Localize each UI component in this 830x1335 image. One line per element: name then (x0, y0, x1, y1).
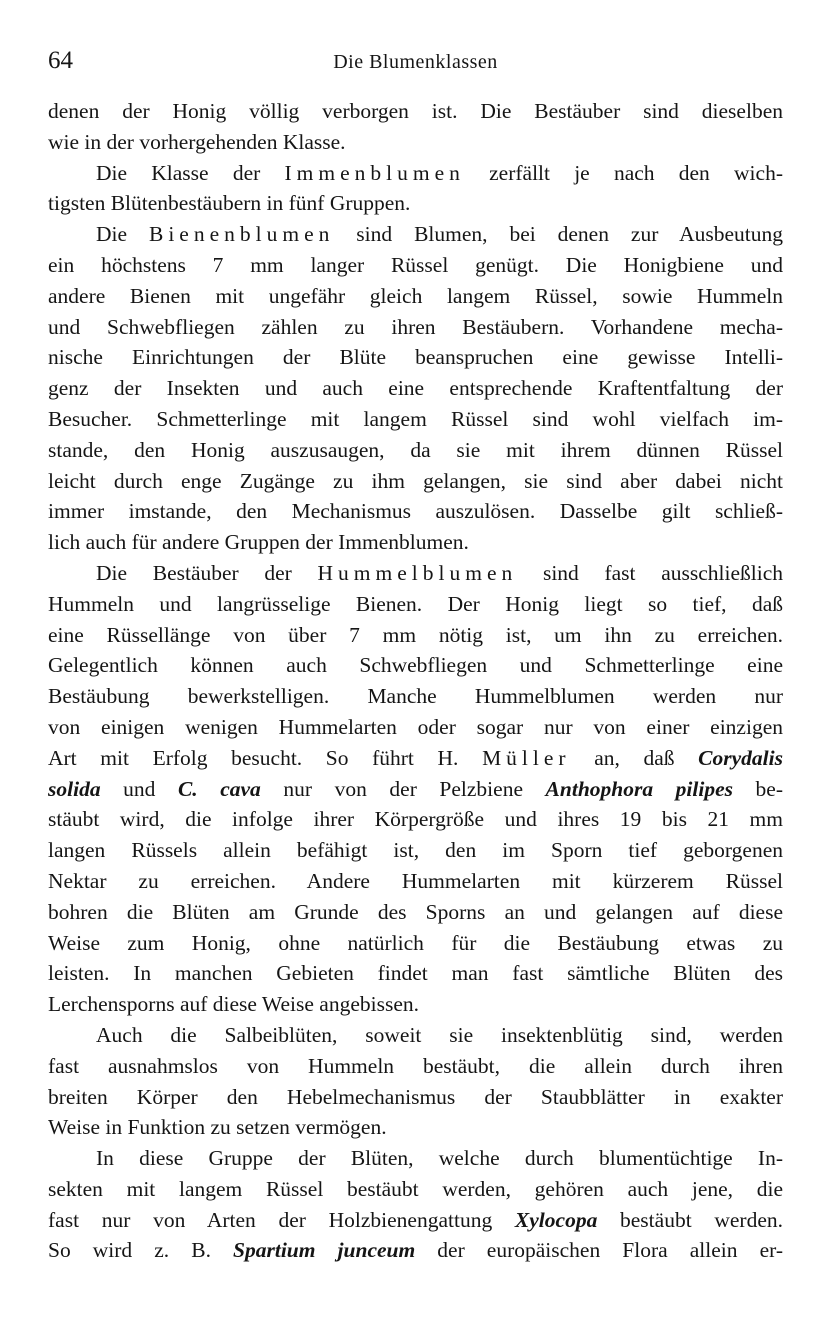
italic-term: Spartium junceum (233, 1238, 416, 1263)
text-line: lich auch für andere Gruppen der Immenblumen. (48, 530, 469, 555)
text-line: nische Einrichtungen der Blüte beanspruchen eine gewisse Intelli- (48, 345, 783, 370)
text-line: ein höchstens 7 mm langer Rüssel genügt. Die Honigbiene und (48, 252, 783, 277)
text-line: sekten mit langem Rüssel bestäubt werden, gehören auch jene, die (48, 1176, 783, 1201)
text-line (48, 1205, 783, 1236)
spaced-term: Immenblumen (284, 160, 465, 185)
text-line (48, 1235, 783, 1266)
text-line: und Schwebfliegen zählen zu ihren Bestäubern. Vorhandene mecha- (48, 314, 783, 339)
page-header (48, 44, 783, 78)
italic-term: Corydalis (698, 745, 783, 770)
text-segment: fast nur von Arten der Holzbienengattung (48, 1207, 515, 1232)
text-line: In diese Gruppe der Blüten, welche durch blumentüchtige In- (96, 1146, 783, 1171)
text-line: Besucher. Schmetterlinge mit langem Rüssel sind wohl vielfach im- (48, 406, 783, 431)
text-line: leicht durch enge Zugänge zu ihm gelangen, sie sind aber dabei nicht (48, 468, 783, 493)
text-line: breiten Körper den Hebelmechanismus der Staubblätter in exakter (48, 1084, 783, 1109)
text-segment: bestäubt werden. (597, 1207, 783, 1232)
text-line: bohren die Blüten am Grunde des Sporns an und gelangen auf diese (48, 899, 783, 924)
text-segment: Die Klasse der (96, 160, 285, 185)
text-line: immer imstande, den Mechanismus auszulösen. Dasselbe gilt schließ- (48, 499, 783, 524)
text-line (48, 219, 783, 250)
spaced-term: Müller (482, 745, 571, 770)
text-line: andere Bienen mit ungefähr gleich langem Rüssel, sowie Hummeln (48, 283, 783, 308)
text-segment: sind Blumen, bei denen zur Ausbeutung (334, 222, 783, 247)
text-line: stäubt wird, die infolge ihrer Körpergröße und ihres 19 bis 21 mm (48, 807, 783, 832)
body-text (48, 96, 783, 1266)
text-line: wie in der vorhergehenden Klasse. (48, 129, 346, 154)
text-segment: an, daß (570, 745, 699, 770)
text-segment: Art mit Erfolg besucht. So führt H. (48, 745, 483, 770)
text-segment: nur von der Pelzbiene (260, 776, 546, 801)
text-line: Weise zum Honig, ohne natürlich für die Bestäubung etwas zu (48, 930, 783, 955)
text-segment: sind fast ausschließlich (517, 560, 783, 585)
text-line: Hummeln und langrüsselige Bienen. Der Honig liegt so tief, daß (48, 591, 783, 616)
text-line: denen der Honig völlig verborgen ist. Die Bestäuber sind dieselben (48, 99, 783, 123)
text-segment: zerfällt je nach den wich- (464, 160, 783, 185)
text-segment: und (100, 776, 178, 801)
text-segment: der europäischen Flora allein er- (415, 1238, 783, 1263)
text-segment: Die (96, 222, 149, 247)
text-line (48, 743, 783, 774)
text-line: Lerchensporns auf diese Weise angebissen. (48, 992, 420, 1017)
text-line: Nektar zu erreichen. Andere Hummelarten mit kürzerem Rüssel (48, 868, 783, 893)
text-line: Auch die Salbeiblüten, soweit sie insektenblütig sind, werden (96, 1022, 783, 1047)
text-segment: Die Bestäuber der (96, 560, 318, 585)
text-line: Gelegentlich können auch Schwebfliegen und Schmetterlinge eine (48, 653, 783, 678)
text-line: fast ausnahmslos von Hummeln bestäubt, die allein durch ihren (48, 1053, 783, 1078)
text-line: Weise in Funktion zu setzen vermögen. (48, 1115, 387, 1140)
italic-term: Xylocopa (514, 1207, 598, 1232)
text-line (48, 558, 783, 589)
text-line (48, 158, 783, 189)
page-number: 64 (48, 47, 73, 74)
text-segment: be- (733, 776, 783, 801)
italic-term: C. cava (177, 776, 261, 801)
italic-term: Anthophora pilipes (545, 776, 733, 801)
text-line: eine Rüssellänge von über 7 mm nötig ist, um ihn zu erreichen. (48, 622, 783, 647)
text-line: genz der Insekten und auch eine entsprechende Kraftentfaltung der (48, 376, 783, 401)
italic-term: solida (48, 776, 101, 801)
text-line: stande, den Honig auszusaugen, da sie mit ihrem dünnen Rüssel (48, 437, 783, 462)
text-line: tigsten Blütenbestäubern in fünf Gruppen. (48, 191, 411, 216)
running-title: Die Blumenklassen (333, 51, 498, 73)
text-line: von einigen wenigen Hummelarten oder sogar nur von einer einzigen (48, 714, 783, 739)
text-segment: So wird z. B. (48, 1238, 234, 1263)
spaced-term: Hummelblumen (317, 560, 518, 585)
text-line: langen Rüssels allein befähigt ist, den im Sporn tief geborgenen (48, 838, 783, 863)
text-line: Bestäubung bewerkstelligen. Manche Hummelblumen werden nur (48, 684, 783, 709)
text-line: leisten. In manchen Gebieten findet man fast sämtliche Blüten des (48, 961, 783, 986)
spaced-term: Bienenblumen (148, 222, 335, 247)
text-line (48, 774, 783, 805)
